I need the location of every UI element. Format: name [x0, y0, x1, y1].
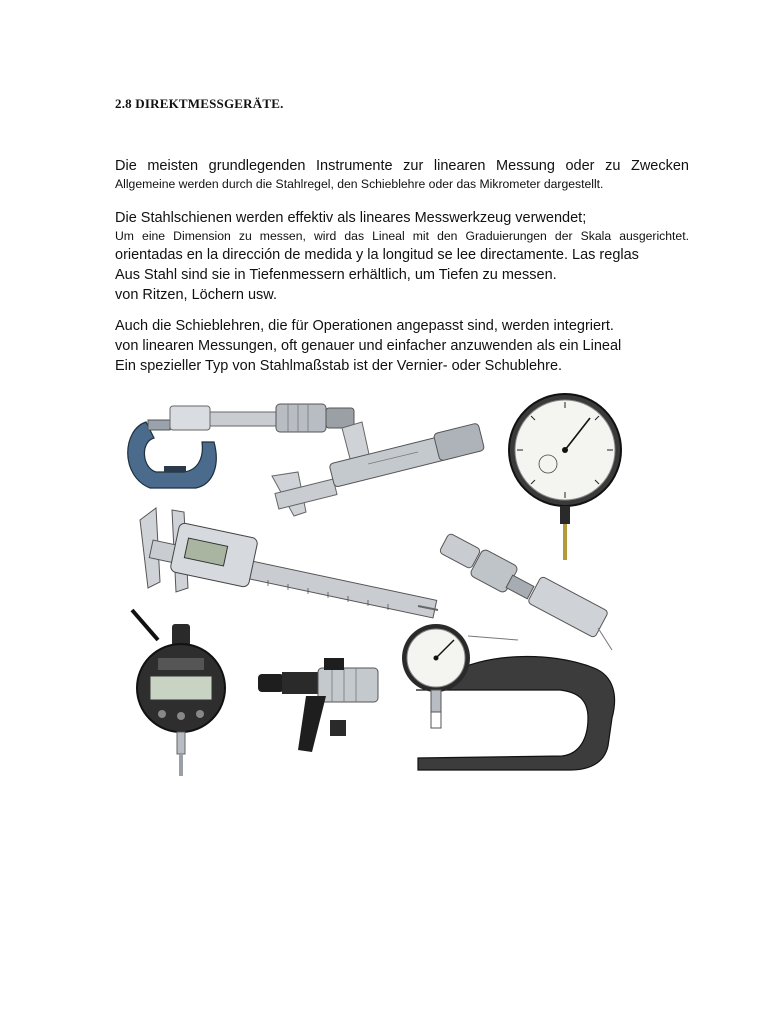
paragraph-2-line-3: orientadas en la dirección de medida y la longitud se lee directamente. Las reglas	[115, 247, 639, 263]
paragraph-2	[115, 208, 689, 305]
paragraph-1-line-2: Allgemeine werden durch die Stahlregel, den Schieblehre oder das Mikrometer dargestellt.	[115, 177, 604, 191]
measuring-instruments-figure	[118, 392, 633, 790]
digital-caliper-illustration	[140, 508, 438, 618]
paragraph-2-line-1: Die Stahlschienen werden effektiv als lineares Messwerkzeug verwendet;	[115, 210, 587, 226]
thickness-gauge-illustration	[402, 624, 615, 770]
dial-indicator-illustration	[509, 394, 621, 560]
section-heading: 2.8 DIREKTMESSGERÄTE.	[115, 96, 284, 111]
paragraph-1	[115, 156, 689, 193]
paragraph-3	[115, 316, 689, 376]
bore-gauge-illustration	[439, 533, 612, 650]
paragraph-1-line-1: Die meisten grundlegenden Instrumente zur linearen Messung oder zu Zwecken	[115, 158, 689, 174]
paragraph-3-line-1: Auch die Schieblehren, die für Operationen angepasst sind, werden integriert.	[115, 318, 614, 334]
inside-micrometer-illustration	[272, 422, 485, 516]
paragraph-3-line-3: Ein spezieller Typ von Stahlmaßstab ist der Vernier- oder Schublehre.	[115, 358, 563, 374]
paragraph-3-line-2: von linearen Messungen, oft genauer und einfacher anzuwenden als ein Lineal	[115, 338, 622, 354]
paragraph-2-line-4: Aus Stahl sind sie in Tiefenmessern erhältlich, um Tiefen zu messen.	[115, 267, 557, 283]
digital-indicator-illustration	[132, 610, 225, 776]
micrometer-illustration	[128, 404, 354, 488]
paragraph-2-line-2: Um eine Dimension zu messen, wird das Lineal mit den Graduierungen der Skala ausgerichtet.	[115, 229, 689, 243]
micrometer-head-illustration	[258, 658, 378, 752]
paragraph-2-line-5: von Ritzen, Löchern usw.	[115, 287, 278, 303]
